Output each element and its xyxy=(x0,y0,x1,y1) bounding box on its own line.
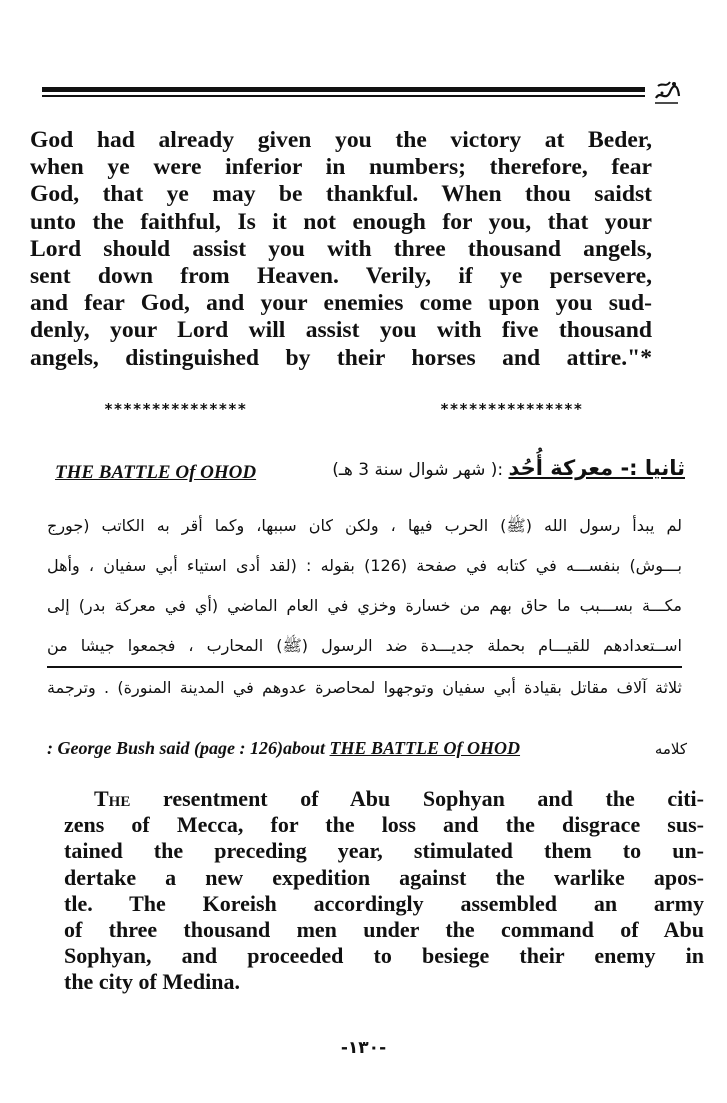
quote-line: and fear God, and your enemies come upon you sud- xyxy=(30,290,652,317)
source-prefix: : George Bush said ( xyxy=(47,738,201,758)
narrative-line: tle. The Koreish accordingly assembled an army xyxy=(64,890,704,916)
quote-line: God had already given you the victory at Beder, xyxy=(30,127,652,153)
quote-line: angels, distinguished by their horses and attire."* xyxy=(30,344,652,371)
arabic-line: بـــوش) بنفســـه في كتابه في صفحة (126) بقوله : (لقد أدى استياء أبي سفيان ، وأهل xyxy=(47,556,682,575)
narrative-line: zens of Mecca, for the loss and the disgrace sus- xyxy=(64,812,704,838)
arabic-line: ثلاثة آلاف مقاتل بقيادة أبي سفيان وتوجهوا لمحاصرة عدوهم في المدينة المنورة) . وترجمة xyxy=(47,678,682,697)
quote-line: denly, your Lord will assist you with five thousand xyxy=(30,317,652,344)
source-attribution-line xyxy=(47,738,687,764)
narrative-line: tained the preceding year, stimulated them to un- xyxy=(64,838,704,864)
quote-line: Lord should assist you with three thousand angels, xyxy=(30,235,652,262)
narrative-line: of three thousand men under the command of Abu xyxy=(64,917,704,943)
header-rule-thick xyxy=(42,87,645,92)
header-rule-thin xyxy=(42,95,645,97)
arabic-paragraph xyxy=(47,506,682,708)
source-page-ref: page : 126 xyxy=(200,738,277,758)
source-middle: )about xyxy=(277,738,330,758)
narrative-line-text: resentment of Abu Sophyan and the citi- xyxy=(162,786,704,811)
narrative-line: dertake a new expedition against the warlike apos- xyxy=(64,864,704,890)
heading-english: THE BATTLE Of OHOD xyxy=(55,462,257,483)
quote-line: unto the faithful, Is it not enough for you, that your xyxy=(30,208,652,235)
quote-line: God, that ye may be thankful. When thou saidst xyxy=(30,181,652,208)
arabic-line: مكـــة بســـبب ما حاق بهم من خسارة وخزي في العام الماضي (أي في معركة بدر) إلى xyxy=(47,596,682,615)
narrative-line: Sophyan, and proceeded to besiege their enemy in xyxy=(64,943,704,969)
page-number: -١٣٠- xyxy=(340,1038,387,1058)
heading-arabic-date: :( شهر شوال سنة 3 هـ) xyxy=(332,460,504,480)
narrative-line: the city of Medina. xyxy=(64,969,240,995)
quoted-verse-passage xyxy=(30,127,652,372)
arabic-line-underlined: اســتعدادهم للقيـــام بحملة جديـــدة ضد الرسول (ﷺ) المحارب ، فجمعوا جيشا من xyxy=(47,626,682,668)
quote-line: when ye were inferior in numbers; therefore, fear xyxy=(30,154,652,181)
star-separator-right: *************** xyxy=(440,400,583,418)
narrative-paragraph xyxy=(64,786,704,996)
quote-line: sent down from Heaven. Verily, if ye persevere, xyxy=(30,263,652,290)
star-separator-left: *************** xyxy=(104,400,247,418)
section-heading xyxy=(55,456,685,488)
narrative-line xyxy=(64,786,704,812)
source-english xyxy=(47,738,520,759)
narrative-first-word: The xyxy=(94,786,131,811)
heading-arabic xyxy=(332,456,685,480)
arabic-line: لم يبدأ رسول الله (ﷺ) الحرب فيها ، ولكن كان سببها، وكما أقر به الكاتب (جورج xyxy=(47,516,682,535)
salawat-calligraphy-icon xyxy=(652,76,682,106)
source-arabic: كلامه xyxy=(654,740,687,758)
source-title: THE BATTLE Of OHOD xyxy=(329,738,521,758)
heading-arabic-label: ثانيا :- معركة أُحُد xyxy=(508,456,685,480)
